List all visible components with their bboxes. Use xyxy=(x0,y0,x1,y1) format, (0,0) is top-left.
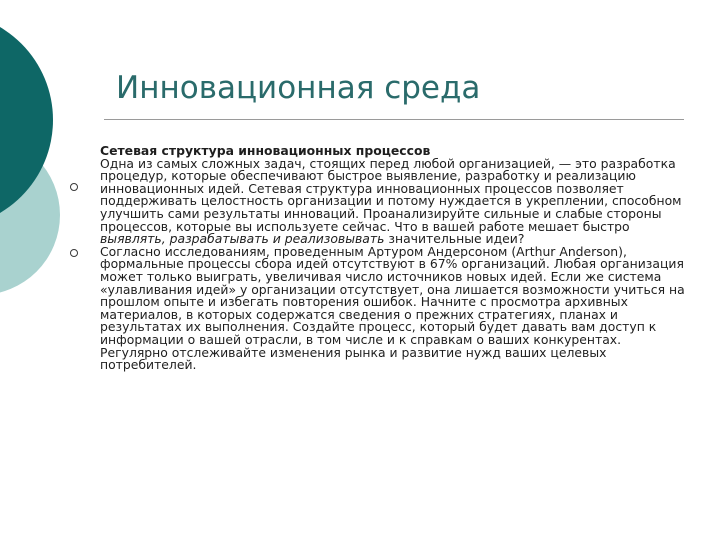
hollow-circle-bullet-icon xyxy=(70,249,78,257)
bullet-item-2 xyxy=(70,243,690,373)
decorative-circles xyxy=(0,0,80,300)
slide-content xyxy=(70,145,690,372)
title-divider xyxy=(104,119,684,120)
bullet-1-text-after: значительные идеи? xyxy=(384,231,525,247)
hollow-circle-bullet-icon xyxy=(70,183,78,191)
bullet-text-2: Согласно исследованиям, проведенным Артуром Андерсоном (Arthur Anderson), формальные процессы сбора идей отсутствуют в 67% организаций. Любая организация может только выиграть, увеличивая число источников новых идей. Если же система «улавливания идей» у организации отсутствует, она лишается возможности учиться на прошлом опыте и избегать повторения ошибок. Начните с просмотра архивных материалов, в которых содержатся сведения о прежних стратегиях, планах и результатах их выполнения. Создайте процесс, который будет давать вам доступ к информации о вашей отрасли, в том числе и к справкам о ваших конкурентах. Регулярно отслеживайте изменения рынка и развитие нужд ваших целевых потребителей. xyxy=(100,243,685,373)
bullet-item-1 xyxy=(70,155,690,247)
bullet-1-emphasis: выявлять, разрабатывать и реализовывать xyxy=(100,231,385,247)
bullet-text-1 xyxy=(100,155,690,247)
section-subheading: Сетевая структура инновационных процессов xyxy=(100,143,431,158)
bullet-1-text-before: Одна из самых сложных задач, стоящих перед любой организацией, — это разработка процедур, которые обеспечивают быстрое выявление, разработку и реализацию инновационных идей. Сетевая структура инновационных процессов позволяет поддерживать целостность организации и потому нуждается в укреплении, способном улучшить сами результаты инноваций. Проанализируйте сильные и слабые стороны процессов, которые вы используете сейчас. Что в вашей работе мешает быстро xyxy=(100,155,682,234)
slide-title: Инновационная среда xyxy=(116,70,481,106)
